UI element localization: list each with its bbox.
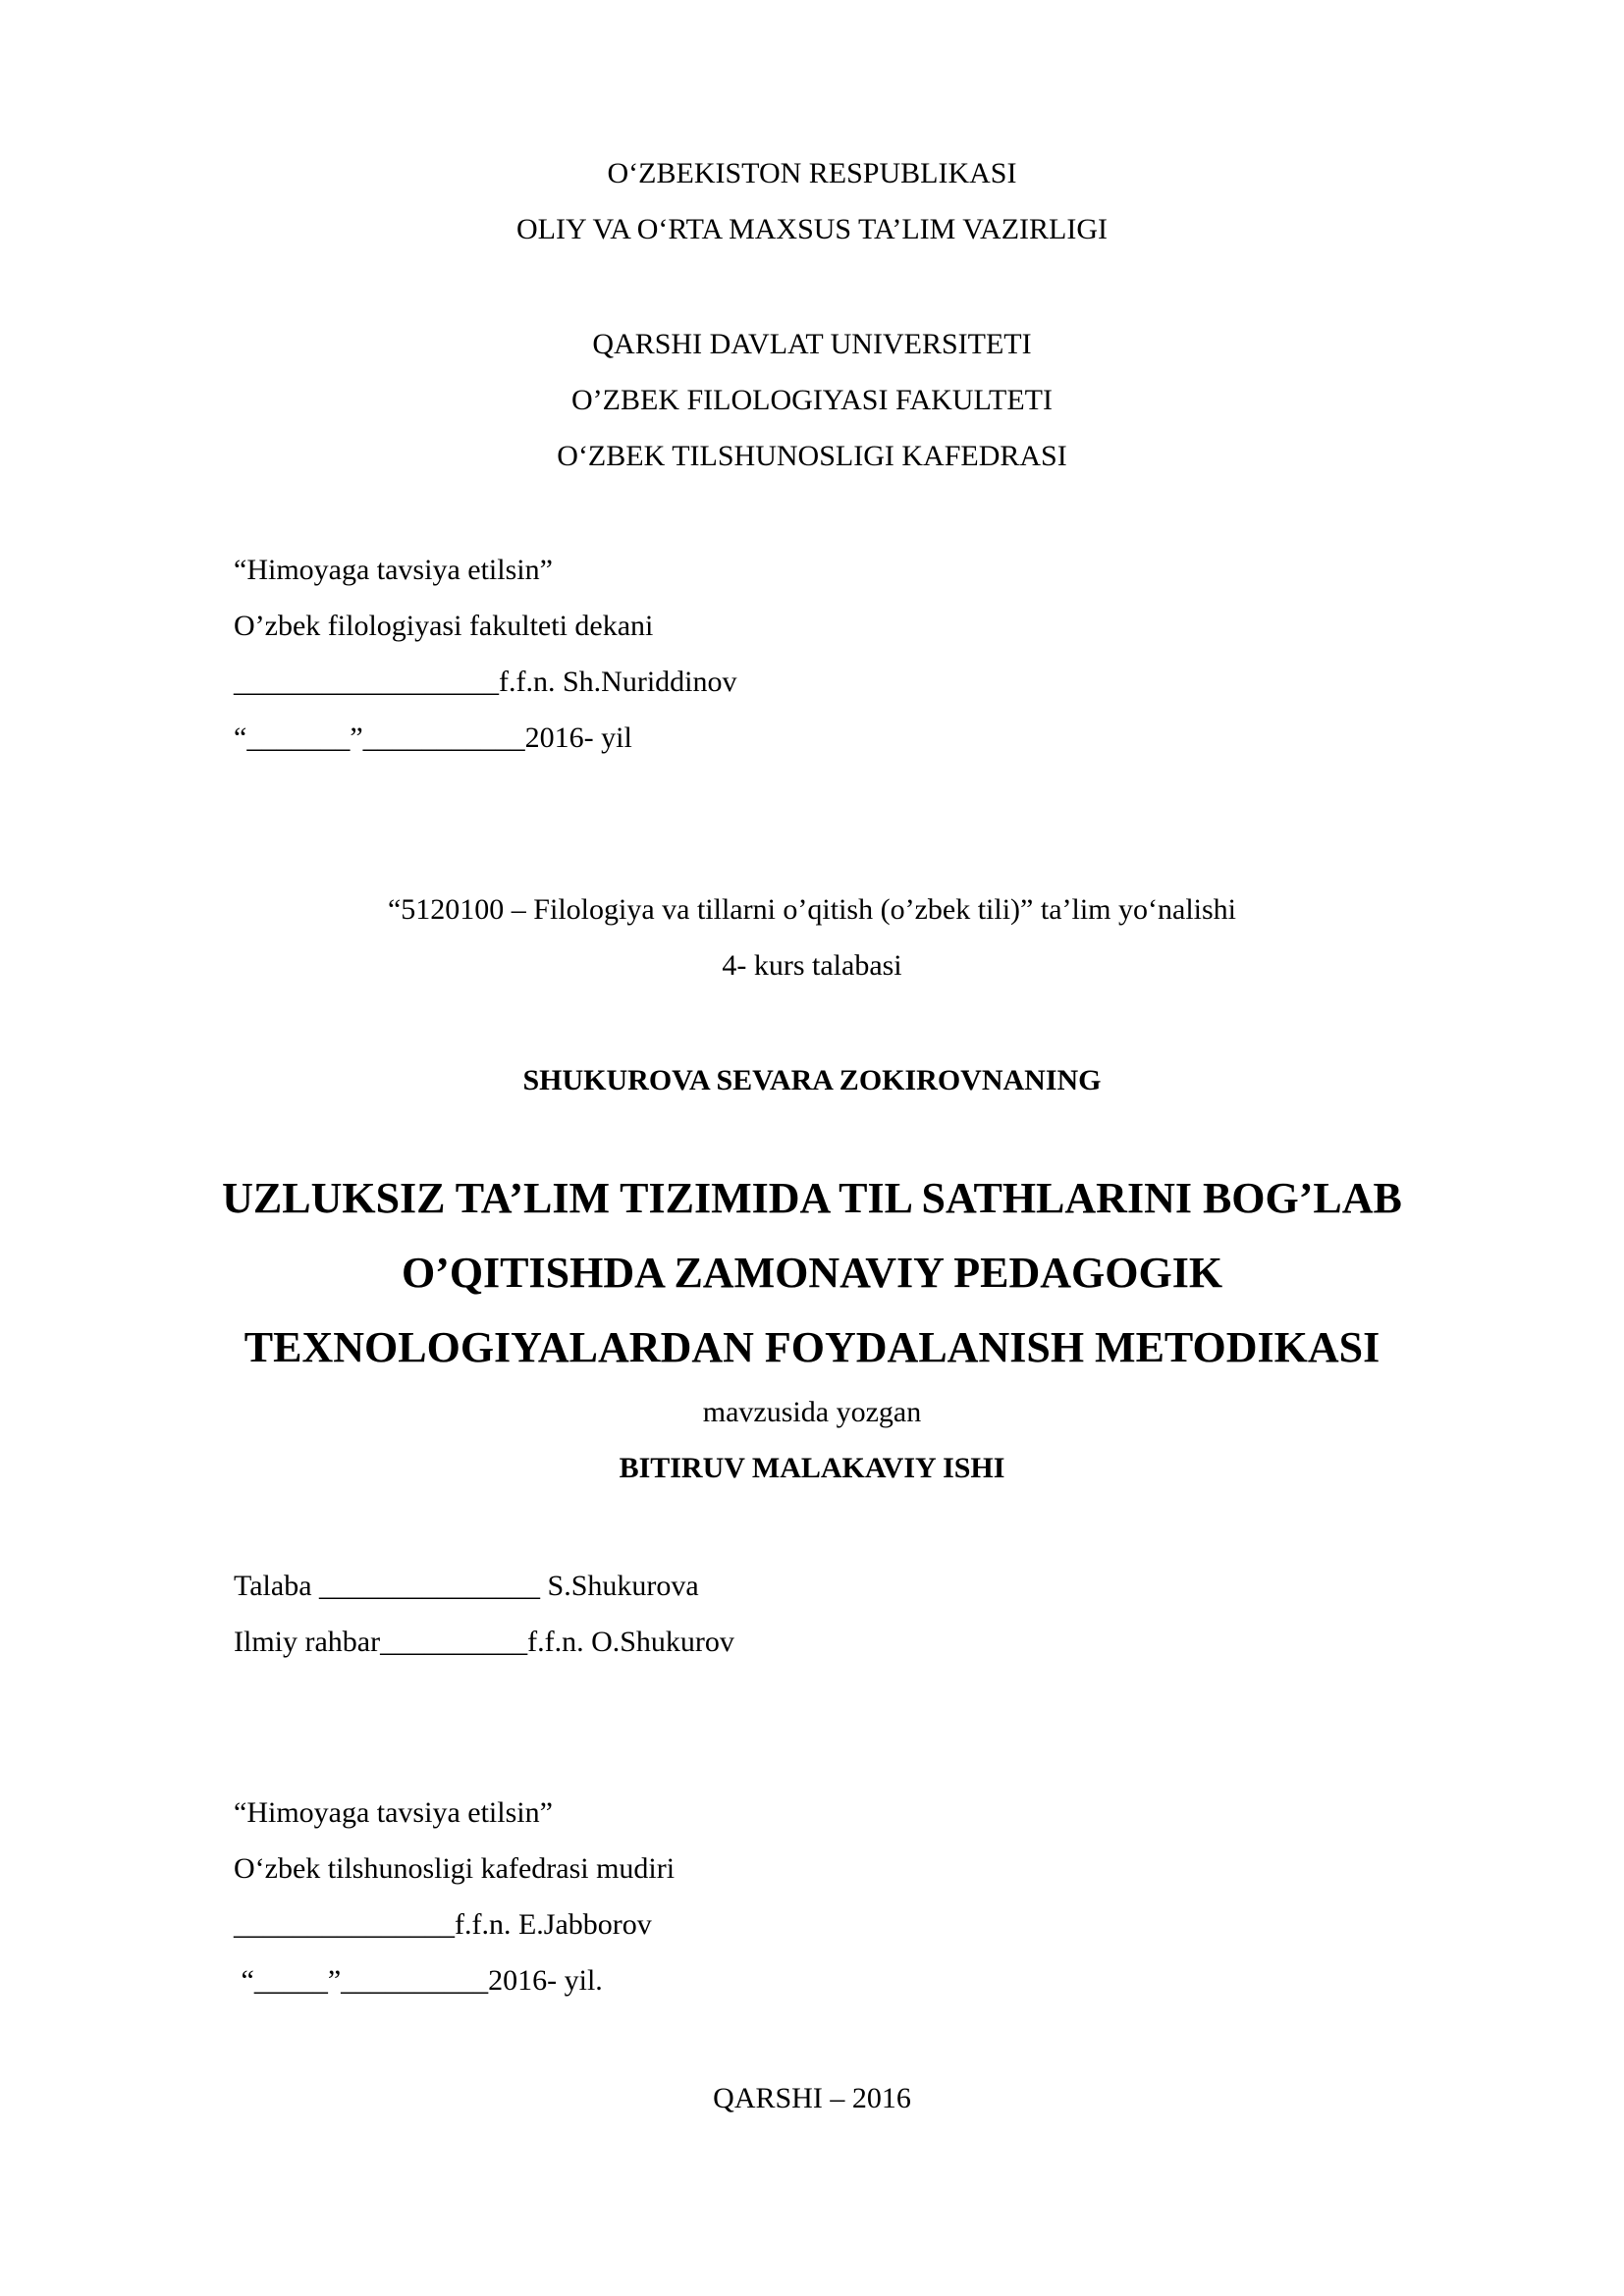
study-direction: “5120100 – Filologiya va tillarni o’qitish (o’zbek tili)” ta’lim yo‘nalishi bbox=[387, 893, 1236, 926]
student-name: SHUKUROVA SEVARA ZOKIROVNANING bbox=[522, 1064, 1102, 1096]
thesis-type: BITIRUV MALAKAVIY ISHI bbox=[619, 1452, 1005, 1484]
thesis-title-line3: TEXNOLOGIYALARDAN FOYDALANISH METODIKASI bbox=[244, 1323, 1380, 1371]
head-position: O‘zbek tilshunosligi kafedrasi mudiri bbox=[234, 1852, 676, 1885]
faculty-name: O’ZBEK FILOLOGIYASI FAKULTETI bbox=[571, 384, 1053, 416]
advisor-signature: Ilmiy rahbar__________f.f.n. O.Shukurov bbox=[234, 1626, 734, 1658]
thesis-title-line2: O’QITISHDA ZAMONAVIY PEDAGOGIK bbox=[401, 1249, 1223, 1297]
student-signature: Talaba _______________ S.Shukurova bbox=[234, 1570, 699, 1602]
dean-position: O’zbek filologiyasi fakulteti dekani bbox=[234, 610, 654, 642]
dean-recommendation: “Himoyaga tavsiya etilsin” bbox=[234, 554, 553, 586]
head-recommendation: “Himoyaga tavsiya etilsin” bbox=[234, 1796, 553, 1829]
header-ministry: OLIY VA O‘RTA MAXSUS TA’LIM VAZIRLIGI bbox=[515, 213, 1109, 245]
dean-signature: __________________f.f.n. Sh.Nuriddinov bbox=[234, 666, 737, 698]
header-country: O‘ZBEKISTON RESPUBLIKASI bbox=[607, 157, 1017, 189]
head-date: “_____”__________2016- yil. bbox=[234, 1964, 603, 1997]
thesis-title-line1: UZLUKSIZ TA’LIM TIZIMIDA TIL SATHLARINI BOG’LAB bbox=[222, 1174, 1402, 1222]
department-name: O‘ZBEK TILSHUNOSLIGI KAFEDRASI bbox=[557, 440, 1067, 472]
university-name: QARSHI DAVLAT UNIVERSITETI bbox=[592, 328, 1032, 360]
course-year: 4- kurs talabasi bbox=[722, 949, 902, 982]
thesis-subtitle: mavzusida yozgan bbox=[702, 1396, 922, 1428]
place-year: QARSHI – 2016 bbox=[713, 2082, 911, 2114]
dean-date: “_______”___________2016- yil bbox=[234, 721, 632, 754]
head-signature: _______________f.f.n. E.Jabborov bbox=[234, 1908, 652, 1941]
